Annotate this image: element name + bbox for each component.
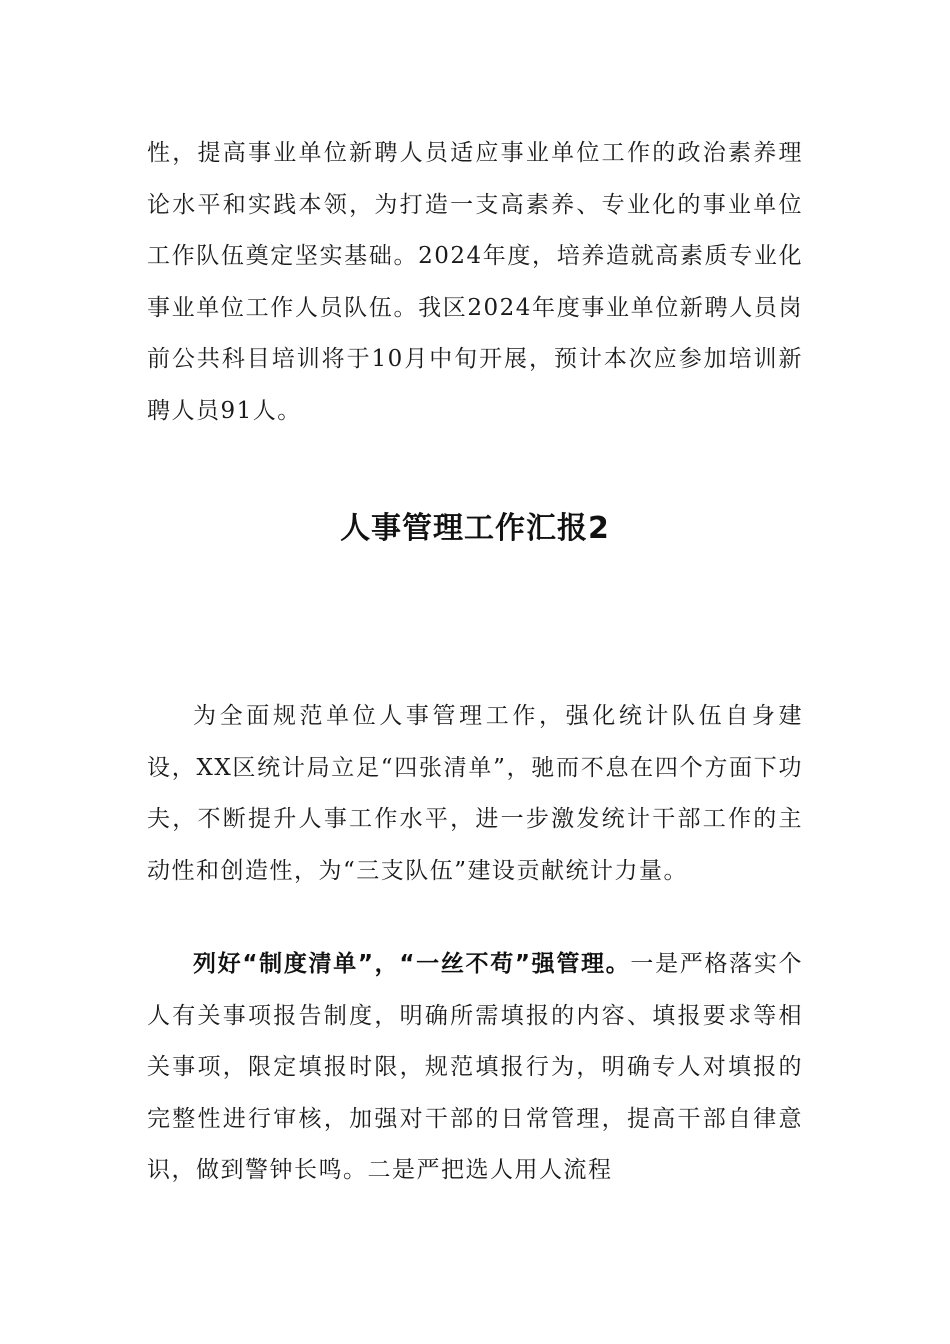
intro-paragraph: 为全面规范单位人事管理工作，强化统计队伍自身建设，XX区统计局立足“四张清单”，驰而不息在四个方面下功夫，不断提升人事工作水平，进一步激发统计干部工作的主动性和创造性，为“三支队伍”建设贡献统计力量。 [147,703,803,884]
section1-heading: 列好“制度清单”，“一丝不苟”强管理。 [193,951,631,977]
section-title: 人事管理工作汇报2 [340,511,610,546]
section1-body: 一是严格落实个人有关事项报告制度，明确所需填报的内容、填报要求等相关事项，限定填报时限，规范填报行为，明确专人对填报的完整性进行审核，加强对干部的日常管理，提高干部自律意识，做到警钟长鸣。二是严把选人用人流程 [147,951,804,1183]
section1-paragraph [147,939,803,1197]
continued-paragraph: 性，提高事业单位新聘人员适应事业单位工作的政治素养理论水平和实践本领，为打造一支高素养、专业化的事业单位工作队伍奠定坚实基础。2024年度，培养造就高素质专业化事业单位工作人员队伍。我区2024年度事业单位新聘人员岗前公共科目培训将于10月中旬开展，预计本次应参加培训新聘人员91人。 [147,140,803,424]
